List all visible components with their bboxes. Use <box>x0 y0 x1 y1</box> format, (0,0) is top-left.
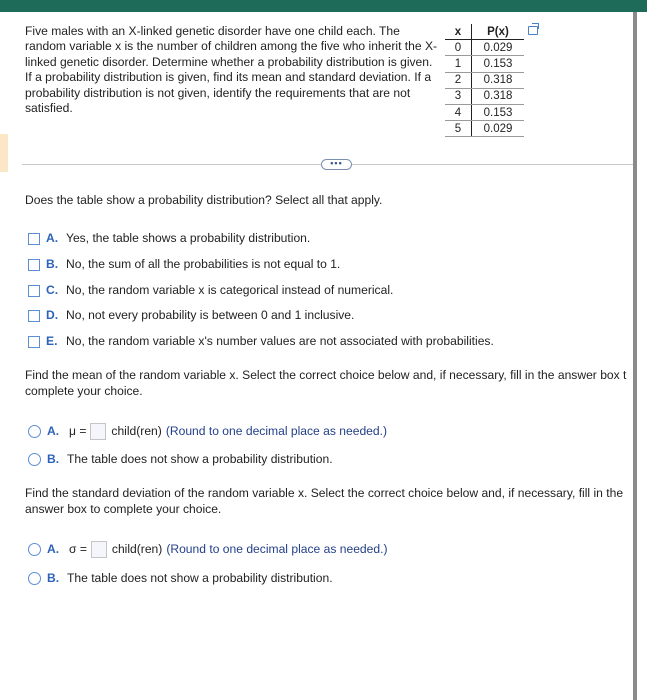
q1-option-e[interactable] <box>28 334 494 349</box>
q2-option-a[interactable] <box>28 423 387 440</box>
q3-option-b[interactable] <box>28 571 333 586</box>
checkbox[interactable] <box>28 336 40 348</box>
option-letter: C. <box>46 283 59 297</box>
option-letter: D. <box>46 308 59 322</box>
option-letter: A. <box>46 231 59 245</box>
mean-answer-input[interactable] <box>90 423 106 440</box>
copy-icon[interactable] <box>528 26 538 35</box>
problem-statement: Five males with an X-linked genetic disorder have one child each. The random variable x is the number of children among the five who inherit the X-linked genetic disorder. Determine whether a probability distribution is given. If a probability distribution is given, find its mean and standard deviation. If a probability distribution is not given, identify the requirements that are not satisfied. <box>25 24 438 116</box>
option-text: The table does not show a probability distribution. <box>67 452 333 466</box>
probability-table <box>445 24 524 137</box>
table-cell-p: 0.153 <box>472 56 525 72</box>
q1-option-b[interactable] <box>28 257 340 272</box>
radio-button[interactable] <box>28 453 41 466</box>
unit-label: child(ren) <box>111 542 163 556</box>
q3-prompt-line1: Find the standard deviation of the random variable x. Select the correct choice below and, if necessary, fill in the <box>25 486 624 500</box>
table-cell-x: 2 <box>445 72 472 88</box>
table-cell-p: 0.029 <box>472 40 525 56</box>
checkbox[interactable] <box>28 233 40 245</box>
q3-prompt-line2: answer box to complete your choice. <box>25 502 222 516</box>
table-cell-p: 0.318 <box>472 88 525 104</box>
radio-button[interactable] <box>28 425 41 438</box>
option-text: No, the sum of all the probabilities is not equal to 1. <box>66 257 341 271</box>
q1-option-d[interactable] <box>28 308 354 323</box>
table-header-px: P(x) <box>472 24 525 40</box>
scrollbar[interactable] <box>633 12 647 700</box>
table-cell-x: 5 <box>445 121 472 137</box>
q1-option-a[interactable] <box>28 231 310 246</box>
option-text: No, the random variable x is categorical instead of numerical. <box>66 283 394 297</box>
q2-option-b[interactable] <box>28 452 333 467</box>
sigma-symbol: σ = <box>69 542 87 556</box>
option-letter: A. <box>47 542 60 556</box>
more-button[interactable]: ••• <box>321 159 352 170</box>
q2-prompt-line1: Find the mean of the random variable x. Select the correct choice below and, if necessary, fill in the answer box t <box>25 368 627 382</box>
table-row <box>445 88 524 104</box>
option-letter: E. <box>46 334 58 348</box>
option-text: The table does not show a probability distribution. <box>67 571 333 585</box>
q2-prompt-line2: complete your choice. <box>25 384 143 398</box>
checkbox[interactable] <box>28 310 40 322</box>
q1-option-c[interactable] <box>28 283 393 298</box>
checkbox[interactable] <box>28 285 40 297</box>
sd-answer-input[interactable] <box>91 541 107 558</box>
q1-prompt: Does the table show a probability distribution? Select all that apply. <box>25 193 383 207</box>
radio-button[interactable] <box>28 543 41 556</box>
top-bar <box>0 0 647 12</box>
option-letter: A. <box>47 424 60 438</box>
table-cell-x: 4 <box>445 104 472 120</box>
option-letter: B. <box>47 571 60 585</box>
table-row <box>445 121 524 137</box>
rounding-hint: (Round to one decimal place as needed.) <box>165 424 388 438</box>
q3-option-a[interactable] <box>28 541 388 558</box>
table-header-x: x <box>445 24 472 40</box>
table-row <box>445 40 524 56</box>
option-text: Yes, the table shows a probability distribution. <box>66 231 311 245</box>
table-cell-x: 0 <box>445 40 472 56</box>
option-text: No, the random variable x's number values are not associated with probabilities. <box>66 334 494 348</box>
mean-symbol: μ = <box>69 424 87 438</box>
side-tab[interactable] <box>0 134 8 172</box>
unit-label: child(ren) <box>111 424 162 438</box>
table-row <box>445 104 524 120</box>
option-text: No, not every probability is between 0 and 1 inclusive. <box>66 308 355 322</box>
checkbox[interactable] <box>28 259 40 271</box>
table-cell-p: 0.029 <box>472 121 525 137</box>
table-row <box>445 72 524 88</box>
option-letter: B. <box>47 452 60 466</box>
table-cell-p: 0.318 <box>472 72 525 88</box>
table-cell-p: 0.153 <box>472 104 525 120</box>
table-cell-x: 3 <box>445 88 472 104</box>
radio-button[interactable] <box>28 572 41 585</box>
table-row <box>445 56 524 72</box>
rounding-hint: (Round to one decimal place as needed.) <box>166 542 388 556</box>
table-cell-x: 1 <box>445 56 472 72</box>
option-letter: B. <box>46 257 59 271</box>
